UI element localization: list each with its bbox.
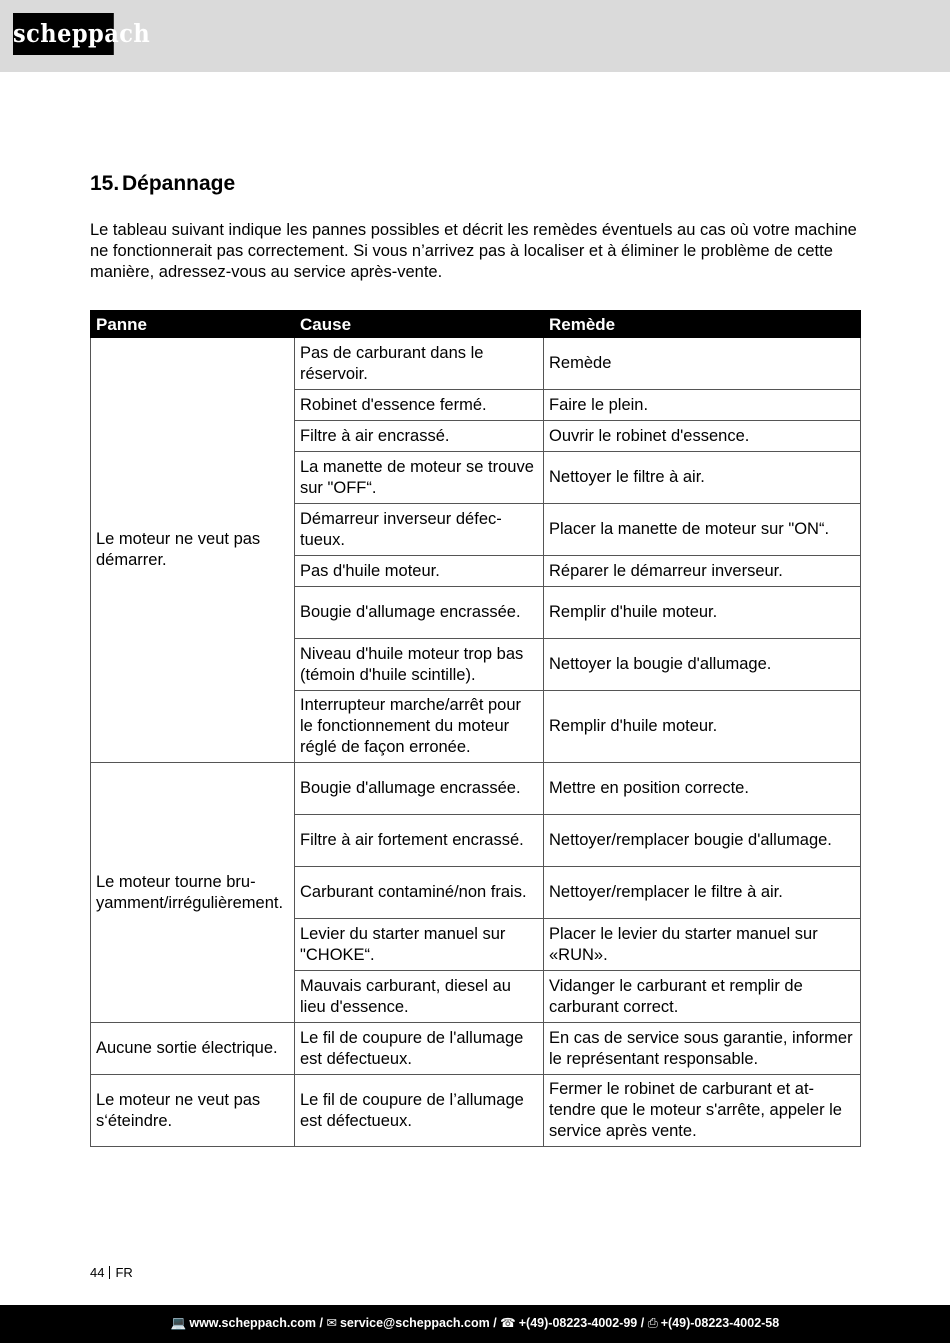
footer-contact xyxy=(0,1305,950,1341)
remede-cell: Ouvrir le robinet d'essence. xyxy=(544,421,861,452)
cause-cell: Interrupteur marche/arrêt pour le fonctionnement du moteur réglé de façon erronée. xyxy=(295,691,544,763)
footer-separator: / xyxy=(319,1316,323,1330)
cause-cell: Démarreur inverseur défectueux. xyxy=(295,504,544,556)
remede-cell: Placer la manette de moteur sur "ON“. xyxy=(544,504,861,556)
footer-separator: / xyxy=(493,1316,497,1330)
remede-cell: Vidanger le carburant et remplir de carburant correct. xyxy=(544,971,861,1023)
cause-cell: La manette de moteur se trouve sur "OFF“. xyxy=(295,452,544,504)
table-header-row xyxy=(91,311,861,338)
cause-cell: Niveau d'huile moteur trop bas (témoin d'huile scintille). xyxy=(295,639,544,691)
footer-band xyxy=(0,1305,950,1343)
cause-cell: Filtre à air fortement encrassé. xyxy=(295,815,544,867)
cause-cell: Le fil de coupure de l’allumage est défectueux. xyxy=(295,1075,544,1147)
table-row xyxy=(91,1023,861,1075)
remede-cell: Fermer le robinet de carburant et attendre que le moteur s'arrête, appeler le service après vente. xyxy=(544,1075,861,1147)
cause-cell: Pas d'huile moteur. xyxy=(295,556,544,587)
section-number: 15. xyxy=(90,172,120,195)
remede-cell: Nettoyer/remplacer le filtre à air. xyxy=(544,867,861,919)
cause-cell: Le fil de coupure de l'allumage est défectueux. xyxy=(295,1023,544,1075)
column-header-panne: Panne xyxy=(91,311,295,338)
cause-cell: Levier du starter manuel sur "CHOKE“. xyxy=(295,919,544,971)
remede-cell: Remplir d'huile moteur. xyxy=(544,587,861,639)
footer-phone: +(49)-08223-4002-99 xyxy=(518,1316,638,1330)
cause-cell: Robinet d'essence fermé. xyxy=(295,390,544,421)
intro-paragraph: Le tableau suivant indique les pannes possibles et décrit les remèdes éventuels au cas où votre machine ne fonctionnerait pas correctement. Si vous n’arrivez pas à localiser et à éliminer le problème de cette manière, adressez-vous au service après-vente. xyxy=(90,221,857,281)
fax-icon: ⎙ xyxy=(647,1316,658,1330)
panne-cell: Le moteur ne veut pas démarrer. xyxy=(91,338,295,763)
column-header-remede: Remède xyxy=(544,311,861,338)
cause-cell: Bougie d'allumage encrassée. xyxy=(295,587,544,639)
section-title xyxy=(90,170,235,198)
panne-cell: Le moteur tourne bruyamment/irrégulièrement. xyxy=(91,763,295,1023)
mail-icon: ✉ xyxy=(326,1316,337,1330)
footer-web-link[interactable]: www.scheppach.com xyxy=(189,1316,317,1330)
header-band xyxy=(0,0,950,72)
cause-cell: Pas de carburant dans le réservoir. xyxy=(295,338,544,390)
troubleshooting-table xyxy=(90,310,861,1147)
table-row xyxy=(91,338,861,390)
cause-cell: Carburant contaminé/non frais. xyxy=(295,867,544,919)
footer-separator: / xyxy=(640,1316,645,1330)
cause-cell: Bougie d'allumage encrassée. xyxy=(295,763,544,815)
remede-cell: Remède xyxy=(544,338,861,390)
remede-cell: Nettoyer/remplacer bougie d'allumage. xyxy=(544,815,861,867)
page-number xyxy=(90,1265,133,1280)
page-language: FR xyxy=(115,1265,133,1280)
cause-cell: Mauvais carburant, diesel au lieu d'essence. xyxy=(295,971,544,1023)
table-row xyxy=(91,763,861,815)
page-separator xyxy=(109,1266,110,1279)
remede-cell: Mettre en position correcte. xyxy=(544,763,861,815)
panne-cell: Aucune sortie électrique. xyxy=(91,1023,295,1075)
table-row xyxy=(91,1075,861,1147)
column-header-cause: Cause xyxy=(295,311,544,338)
footer-email-link[interactable]: service@scheppach.com xyxy=(339,1316,490,1330)
remede-cell: En cas de service sous garantie, informer le représentant responsable. xyxy=(544,1023,861,1075)
computer-icon: 💻 xyxy=(170,1316,187,1330)
brand-logo: scheppach xyxy=(13,13,114,55)
remede-cell: Nettoyer le filtre à air. xyxy=(544,452,861,504)
panne-cell: Le moteur ne veut pas s‘éteindre. xyxy=(91,1075,295,1147)
cause-cell: Filtre à air encrassé. xyxy=(295,421,544,452)
phone-icon: ☎ xyxy=(500,1316,516,1330)
remede-cell: Placer le levier du starter manuel sur «RUN». xyxy=(544,919,861,971)
remede-cell: Remplir d'huile moteur. xyxy=(544,691,861,763)
page-number-value: 44 xyxy=(90,1265,105,1280)
remede-cell: Réparer le démarreur inverseur. xyxy=(544,556,861,587)
remede-cell: Faire le plein. xyxy=(544,390,861,421)
remede-cell: Nettoyer la bougie d'allumage. xyxy=(544,639,861,691)
footer-fax: +(49)-08223-4002-58 xyxy=(660,1316,780,1330)
section-title-text: Dépannage xyxy=(122,172,236,195)
